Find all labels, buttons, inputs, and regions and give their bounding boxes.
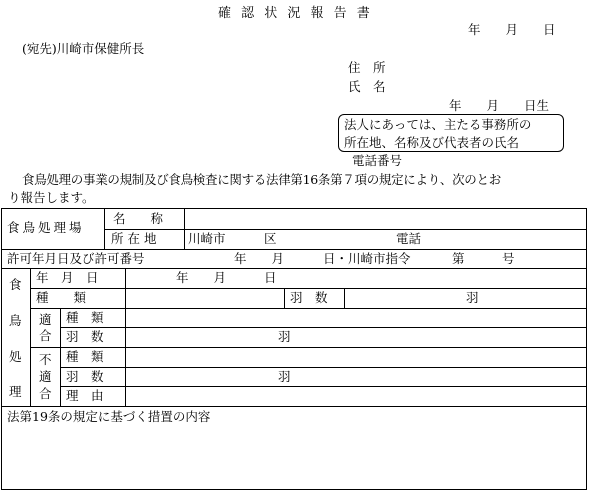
permit-number: 第 号: [452, 251, 515, 266]
corporation-note-line2: 所在地、名称及び代表者の氏名: [344, 135, 520, 150]
processing-label-char: 理: [9, 384, 22, 399]
intro-line2: り報告します。: [8, 190, 95, 205]
corporation-note-line1: 法人にあっては、主たる事務所の: [344, 117, 532, 132]
count-label: 羽 数: [290, 290, 328, 305]
col-divider: [344, 288, 345, 308]
row-divider: [60, 386, 587, 387]
facility-name-label: 名 称: [113, 211, 164, 226]
count-unit: 羽: [466, 290, 479, 305]
addressee: (宛先)川崎市保健所長: [22, 41, 145, 56]
row-divider: [60, 327, 587, 328]
permit-suffix: 日・川崎市指令: [323, 251, 411, 266]
col-divider: [104, 208, 105, 249]
permit-date: 年 月: [234, 251, 285, 266]
facility-label: 食鳥処理場: [7, 220, 85, 235]
unfit-count-unit: 羽: [278, 369, 291, 384]
row-divider: [30, 288, 587, 289]
col-divider: [30, 268, 31, 406]
col-divider: [125, 268, 126, 308]
location-ward: 区: [264, 231, 277, 246]
unfit-type-label: 種 類: [66, 349, 104, 364]
unfit-reason-label: 理 由: [66, 388, 104, 403]
fit-count-label: 羽 数: [66, 329, 104, 344]
report-date: 年 月 日: [468, 22, 556, 37]
processing-date-label: 年 月 日: [36, 270, 99, 285]
fit-count-unit: 羽: [278, 329, 291, 344]
unfit-label-char: 適: [39, 369, 52, 384]
processing-date-end: 日: [264, 270, 277, 285]
unfit-label-char: 不: [39, 352, 52, 367]
document-title: 確 認 状 況 報 告 書: [218, 6, 373, 21]
phone-label: 電話番号: [352, 153, 403, 168]
processing-date-value: 年 月: [176, 270, 227, 285]
fit-label-char: 適: [39, 312, 52, 327]
fit-type-label: 種 類: [66, 310, 104, 325]
processing-label-char: 処: [9, 349, 22, 364]
address-label: 住 所: [348, 60, 386, 75]
location-city: 川崎市: [188, 231, 226, 246]
name-label: 氏 名: [348, 79, 386, 94]
processing-label-char: 食: [9, 277, 22, 292]
col-divider: [60, 308, 61, 406]
row-divider: [30, 308, 587, 309]
col-divider: [284, 288, 285, 308]
col-divider: [125, 308, 126, 406]
row-divider: [1, 249, 587, 250]
birth-date: 年 月 日生: [449, 98, 550, 113]
row-divider: [1, 268, 587, 269]
fit-label-char: 合: [39, 328, 52, 343]
unfit-label-char: 合: [39, 386, 52, 401]
row-divider: [30, 347, 587, 348]
facility-location-label: 所 在 地: [111, 231, 157, 246]
row-divider: [104, 229, 587, 230]
permit-label: 許可年月日及び許可番号: [7, 251, 145, 266]
location-phone: 電話: [396, 231, 422, 246]
row-divider: [1, 406, 587, 407]
type-label: 種 類: [36, 290, 87, 305]
intro-line1: 食鳥処理の事業の規制及び食鳥検査に関する法律第16条第７項の規定により、次のとお: [22, 172, 501, 187]
row-divider: [60, 367, 587, 368]
measures-label: 法第19条の規定に基づく措置の内容: [7, 409, 211, 424]
unfit-count-label: 羽 数: [66, 369, 104, 384]
processing-label-char: 鳥: [9, 313, 22, 328]
col-divider: [184, 208, 185, 249]
